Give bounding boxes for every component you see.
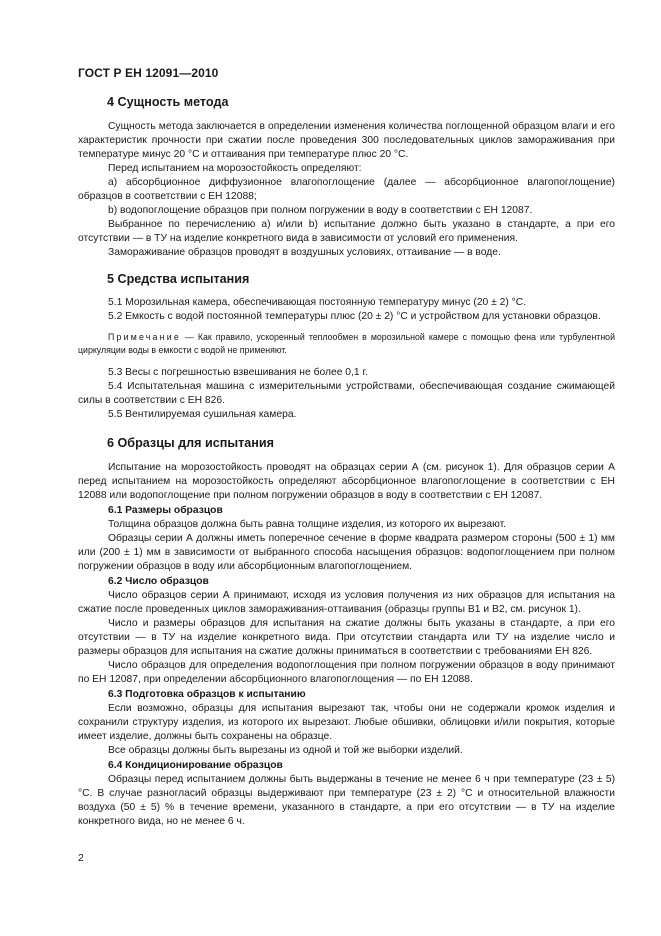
subsection-6-3-heading: 6.3 Подготовка образцов к испытанию — [108, 689, 306, 700]
list-item-b: b) водопоглощение образцов при полном погружении в воду в соответствии с ЕН 12087. — [108, 205, 533, 216]
paragraph: Толщина образцов должна быть равна толщине изделия, из которого их вырезают. — [108, 519, 507, 530]
paragraph: Число и размеры образцов для испытания на сжатие должны быть указаны в стандарте, а при его отсутствии — в ТУ на изделие конкретного вида. При отсутствии стандарта или ТУ на изделие число и размеры образцов для испытания на сжатие должны приниматься в соответствии с требованиями ЕН 826. — [78, 618, 615, 657]
paragraph: Число образцов для определения водопоглощения при полном погружении образцов в воду принимают по ЕН 12087, при определении абсорбционного влагопоглощения — по ЕН 12088. — [78, 660, 615, 685]
paragraph: Все образцы должны быть вырезаны из одной и той же выборки изделий. — [108, 745, 463, 756]
section-5-heading: 5 Средства испытания — [107, 272, 250, 286]
document-body — [78, 95, 615, 829]
clause-5-5: 5.5 Вентилируемая сушильная камера. — [108, 409, 297, 420]
paragraph: Образцы перед испытанием должны быть выдержаны в течение не менее 6 ч при температуре (23 ± 5) °С. В случае разногласий образцы выдерживают при температуре (23 ± 2) °С и относительной влажности воздуха (50 ± 5) % в течение времени, указанного в стандарте, а при его отсутствии — в ТУ на изделие конкретного вида, но не менее 6 ч. — [78, 774, 615, 827]
section-6-heading: 6 Образцы для испытания — [107, 436, 275, 450]
note-text: — Как правило, ускоренный теплообмен в морозильной камере с помощью фена или турбулентной циркуляции воды в емкости с водой не применяют. — [78, 332, 615, 355]
subsection-6-2-heading: 6.2 Число образцов — [108, 576, 209, 587]
document-header: ГОСТ Р ЕН 12091—2010 — [78, 66, 219, 80]
note-label: Примечание — [108, 332, 181, 342]
paragraph: Замораживание образцов проводят в воздушных условиях, оттаивание — в воде. — [108, 247, 501, 258]
paragraph: Испытание на морозостойкость проводят на образцах серии А (см. рисунок 1). Для образцов серии А перед испытанием на морозостойкость определяют абсорбционное влагопоглощение в соответствии с ЕН 12088 или водопоглощение при полном погружении образцов в воду в соответствии с ЕН 12087. — [78, 462, 615, 501]
subsection-6-4-heading: 6.4 Кондиционирование образцов — [108, 760, 283, 771]
paragraph: Выбранное по перечислению а) и/или b) испытание должно быть указано в стандарте, а при его отсутствии — в ТУ на изделие конкретного вида в зависимости от условий его применения. — [78, 219, 615, 244]
section-4-heading: 4 Сущность метода — [107, 95, 229, 109]
paragraph: Перед испытанием на морозостойкость определяют: — [108, 163, 362, 174]
clause-5-4: 5.4 Испытательная машина с измерительными устройствами, обеспечивающая создание сжимающей силы в соответствии с ЕН 826. — [78, 381, 615, 406]
paragraph: Сущность метода заключается в определении изменения количества поглощенной образцом влаги и его характеристик прочности при сжатии после проведения 300 последовательных циклов замораживания при температуре минус 20 °С и оттаивания при температуре плюс 20 °С. — [78, 121, 615, 160]
paragraph: Если возможно, образцы для испытания вырезают так, чтобы они не содержали кромок изделия и сохранили структуру изделия, из которого их вырезают. Любые обшивки, облицовки и/или покрытия, которые имеет изделие, должны быть сохранены на образце. — [78, 703, 615, 742]
clause-5-3: 5.3 Весы с погрешностью взвешивания не более 0,1 г. — [108, 367, 368, 378]
paragraph: Образцы серии А должны иметь поперечное сечение в форме квадрата размером стороны (500 ± 1) мм или (200 ± 1) мм в зависимости от выбранного способа насыщения образцов: водопоглощением при полном погружении образцов в воду или абсорбционным влагопоглощением. — [78, 533, 615, 572]
clause-5-1: 5.1 Морозильная камера, обеспечивающая постоянную температуру минус (20 ± 2) °С. — [108, 297, 527, 308]
paragraph: Число образцов серии А принимают, исходя из условия получения из них образцов для испытания на сжатие после проведенных циклов замораживания-оттаивания (образцы группы В1 и В2, см. рисунок 1). — [78, 590, 615, 615]
list-item-a: a) абсорбционное диффузионное влагопоглощение (далее — абсорбционное влагопоглощение) образцов в соответствии с ЕН 12088; — [78, 177, 615, 202]
page-number: 2 — [78, 852, 84, 864]
note — [78, 331, 615, 357]
clause-5-2: 5.2 Емкость с водой постоянной температуры плюс (20 ± 2) °С и устройством для установки образцов. — [108, 311, 601, 322]
subsection-6-1-heading: 6.1 Размеры образцов — [108, 505, 223, 516]
